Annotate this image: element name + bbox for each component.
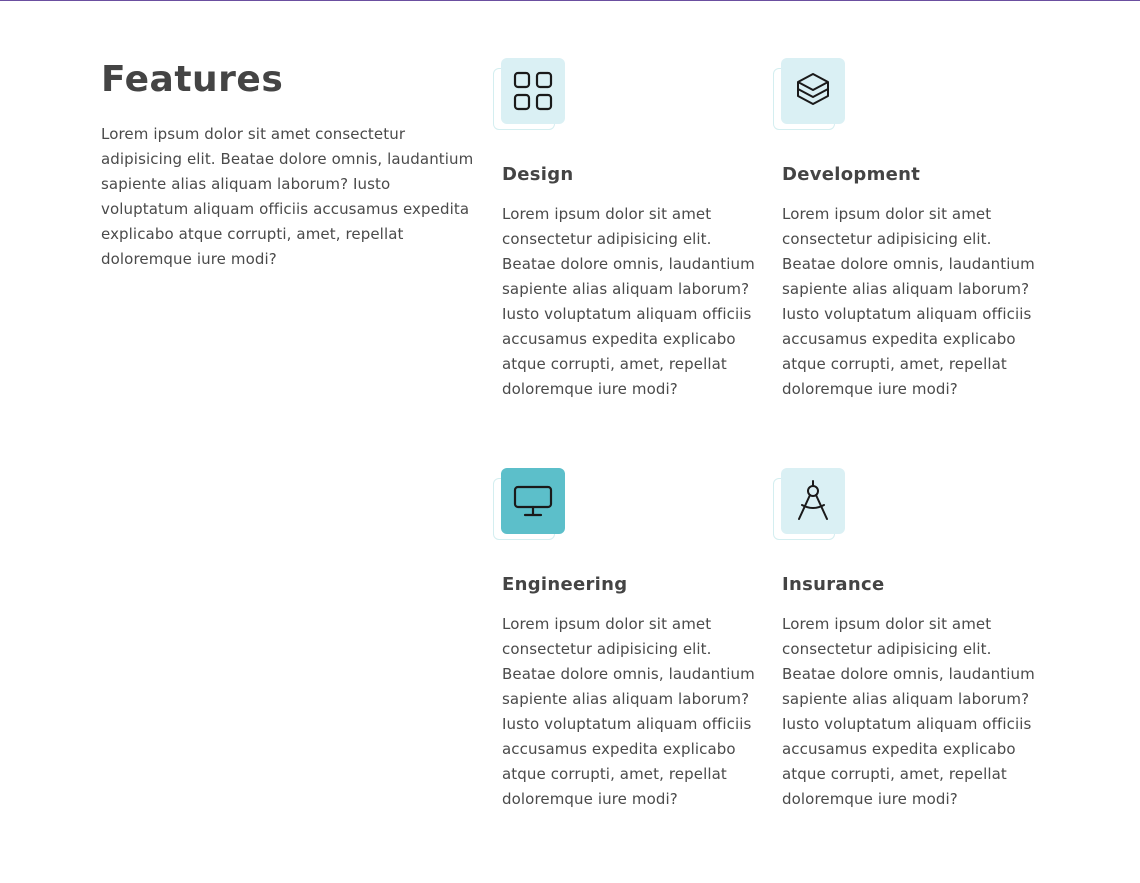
feature-card-engineering bbox=[502, 468, 762, 812]
feature-icon-tile bbox=[493, 468, 568, 543]
compass-icon bbox=[781, 468, 845, 534]
top-border-line bbox=[0, 0, 1140, 1]
feature-icon-tile bbox=[493, 58, 568, 133]
feature-title: Engineering bbox=[502, 574, 628, 595]
section-title: Features bbox=[101, 59, 284, 100]
layers-icon bbox=[781, 58, 845, 124]
section-description: Lorem ipsum dolor sit amet consectetur adipisicing elit. Beatae dolore omnis, laudantium sapiente alias aliquam laborum? Iusto voluptatum aliquam officiis accusamus expedita explicabo atque corrupti, amet, repellat doloremque iure modi? bbox=[101, 125, 474, 268]
feature-card-design bbox=[502, 58, 762, 402]
features-intro bbox=[101, 58, 481, 272]
feature-description: Lorem ipsum dolor sit amet consectetur adipisicing elit. Beatae dolore omnis, laudantium sapiente alias aliquam laborum? Iusto voluptatum aliquam officiis accusamus expedita explicabo atque corrupti, amet, repellat doloremque iure modi? bbox=[502, 615, 755, 808]
feature-card-insurance bbox=[782, 468, 1042, 812]
feature-title: Insurance bbox=[782, 574, 885, 595]
feature-icon-tile bbox=[773, 468, 848, 543]
feature-card-development bbox=[782, 58, 1042, 402]
feature-description: Lorem ipsum dolor sit amet consectetur adipisicing elit. Beatae dolore omnis, laudantium sapiente alias aliquam laborum? Iusto voluptatum aliquam officiis accusamus expedita explicabo atque corrupti, amet, repellat doloremque iure modi? bbox=[782, 205, 1035, 398]
feature-title: Design bbox=[502, 164, 574, 185]
feature-description: Lorem ipsum dolor sit amet consectetur adipisicing elit. Beatae dolore omnis, laudantium sapiente alias aliquam laborum? Iusto voluptatum aliquam officiis accusamus expedita explicabo atque corrupti, amet, repellat doloremque iure modi? bbox=[502, 205, 755, 398]
feature-description: Lorem ipsum dolor sit amet consectetur adipisicing elit. Beatae dolore omnis, laudantium sapiente alias aliquam laborum? Iusto voluptatum aliquam officiis accusamus expedita explicabo atque corrupti, amet, repellat doloremque iure modi? bbox=[782, 615, 1035, 808]
grid-icon bbox=[501, 58, 565, 124]
feature-title: Development bbox=[782, 164, 921, 185]
monitor-icon bbox=[501, 468, 565, 534]
feature-icon-tile bbox=[773, 58, 848, 133]
